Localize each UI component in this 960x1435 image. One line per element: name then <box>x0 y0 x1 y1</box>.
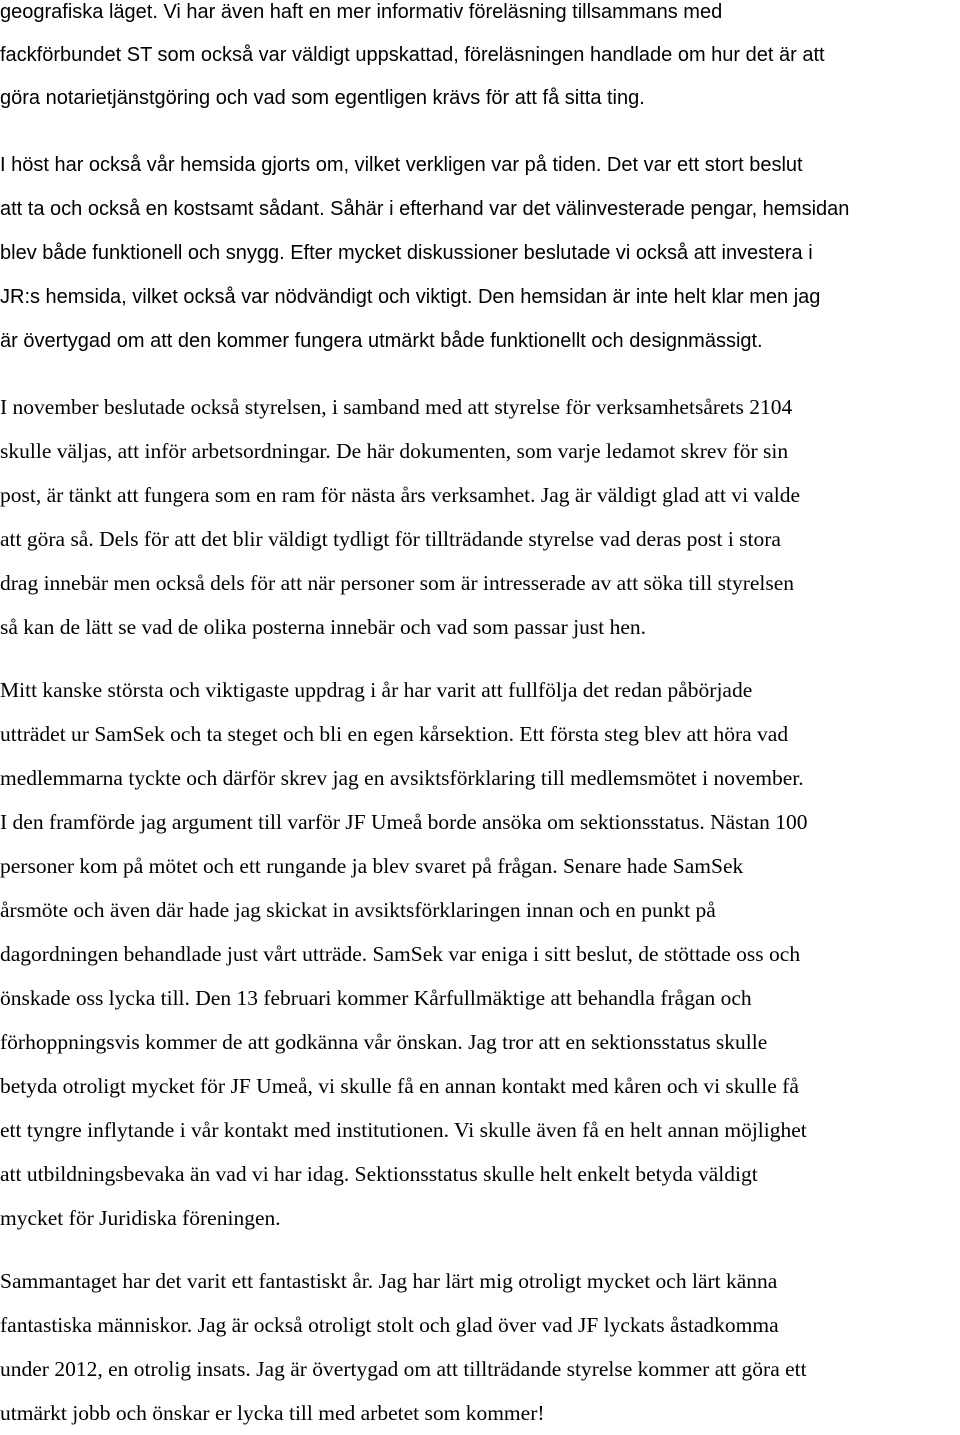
paragraph-2 <box>0 143 960 363</box>
text-line: I höst har också vår hemsida gjorts om, vilket verkligen var på tiden. Det var ett stort beslut <box>0 154 803 176</box>
text-line: under 2012, en otrolig insats. Jag är övertygad om att tillträdande styrelse kommer att göra ett <box>0 1357 807 1381</box>
text-line: ett tyngre inflytande i vår kontakt med institutionen. Vi skulle även få en helt annan möjlighet <box>0 1118 807 1142</box>
text-line: utmärkt jobb och önskar er lycka till med arbetet som kommer! <box>0 1401 545 1425</box>
text-line: JR:s hemsida, vilket också var nödvändigt och viktigt. Den hemsidan är inte helt klar men jag <box>0 286 821 308</box>
text-line: geografiska läget. Vi har även haft en mer informativ föreläsning tillsammans med <box>0 1 723 23</box>
text-line: årsmöte och även där hade jag skickat in avsiktsförklaringen innan och en punkt på <box>0 898 716 922</box>
text-line: medlemmarna tyckte och därför skrev jag en avsiktsförklaring till medlemsmötet i november. <box>0 766 804 790</box>
text-line: är övertygad om att den kommer fungera utmärkt både funktionellt och designmässigt. <box>0 330 763 352</box>
text-line: personer kom på mötet och ett rungande ja blev svaret på frågan. Senare hade SamSek <box>0 854 744 878</box>
text-line: I den framförde jag argument till varför JF Umeå borde ansöka om sektionsstatus. Nästan 100 <box>0 810 808 834</box>
text-line: dagordningen behandlade just vårt utträde. SamSek var eniga i sitt beslut, de stöttade oss och <box>0 942 801 966</box>
paragraph-3 <box>0 385 960 649</box>
text-line: drag innebär men också dels för att när personer som är intresserade av att söka till styrelsen <box>0 571 795 595</box>
text-line: fackförbundet ST som också var väldigt uppskattad, föreläsningen handlade om hur det är att <box>0 44 825 66</box>
text-line: att utbildningsbevaka än vad vi har idag. Sektionsstatus skulle helt enkelt betyda väldigt <box>0 1162 758 1186</box>
text-line: önskade oss lycka till. Den 13 februari kommer Kårfullmäktige att behandla frågan och <box>0 986 752 1010</box>
text-line: utträdet ur SamSek och ta steget och bli en egen kårsektion. Ett första steg blev att höra vad <box>0 722 789 746</box>
text-line: att ta och också en kostsamt sådant. Såhär i efterhand var det välinvesterade pengar, hemsidan <box>0 198 850 220</box>
text-line: Mitt kanske största och viktigaste uppdrag i år har varit att fullfölja det redan påbörjade <box>0 678 753 702</box>
text-line: göra notarietjänstgöring och vad som egentligen krävs för att få sitta ting. <box>0 87 645 109</box>
text-line: skulle väljas, att inför arbetsordningar. De här dokumenten, som varje ledamot skrev för sin <box>0 439 789 463</box>
text-line: fantastiska människor. Jag är också otroligt stolt och glad över vad JF lyckats åstadkomma <box>0 1313 779 1337</box>
paragraph-1 <box>0 0 960 120</box>
text-line: I november beslutade också styrelsen, i samband med att styrelse för verksamhetsårets 2104 <box>0 395 793 419</box>
text-line: Sammantaget har det varit ett fantastiskt år. Jag har lärt mig otroligt mycket och lärt känna <box>0 1269 778 1293</box>
text-line: förhoppningsvis kommer de att godkänna vår önskan. Jag tror att en sektionsstatus skulle <box>0 1030 768 1054</box>
text-line: så kan de lätt se vad de olika posterna innebär och vad som passar just hen. <box>0 615 647 639</box>
paragraph-5 <box>0 1259 960 1435</box>
text-line: mycket för Juridiska föreningen. <box>0 1206 281 1230</box>
text-line: betyda otroligt mycket för JF Umeå, vi skulle få en annan kontakt med kåren och vi skulle få <box>0 1074 799 1098</box>
text-line: blev både funktionell och snygg. Efter mycket diskussioner beslutade vi också att investera i <box>0 242 813 264</box>
text-line: post, är tänkt att fungera som en ram för nästa års verksamhet. Jag är väldigt glad att vi valde <box>0 483 801 507</box>
paragraph-4 <box>0 668 960 1240</box>
text-line: att göra så. Dels för att det blir väldigt tydligt för tillträdande styrelse vad deras post i stora <box>0 527 781 551</box>
